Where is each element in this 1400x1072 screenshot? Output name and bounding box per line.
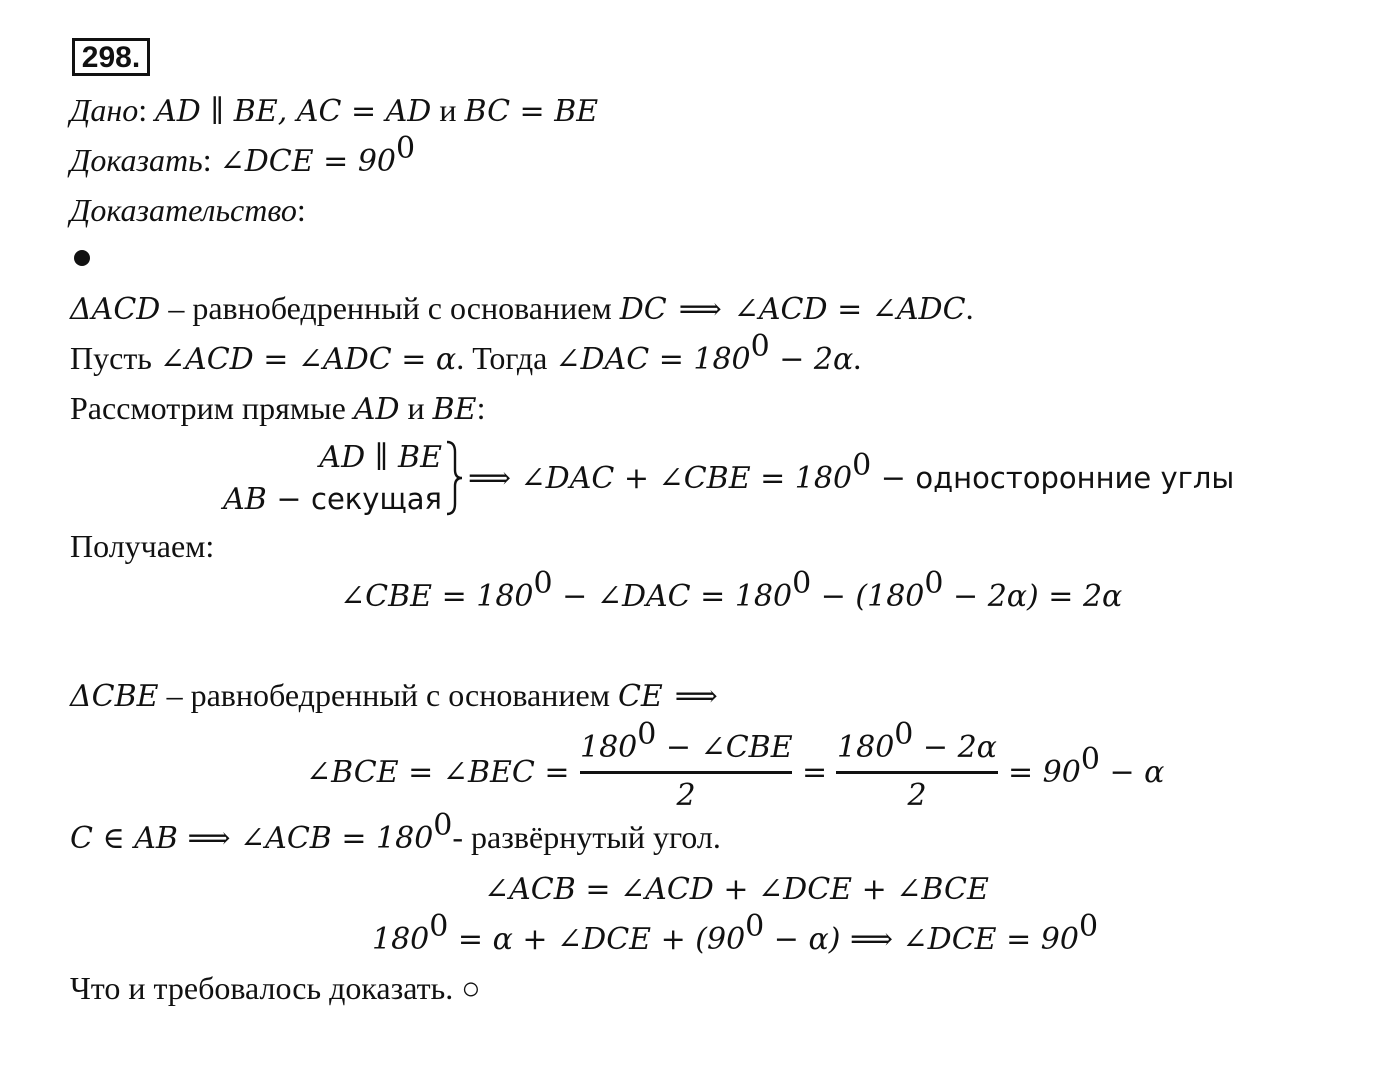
step-3-text: Рассмотрим прямые bbox=[70, 390, 354, 426]
step-5-line bbox=[70, 675, 722, 717]
eq-4-sup-1: 0 bbox=[429, 909, 449, 944]
fraction-1-num-sup: 0 bbox=[637, 717, 657, 752]
conclusion-line bbox=[70, 968, 481, 1008]
system-row-2 bbox=[223, 478, 442, 520]
step-3-line-2: BE bbox=[432, 392, 477, 427]
proof-heading bbox=[70, 190, 306, 230]
step-3-line bbox=[70, 388, 485, 430]
prove-label: Доказать bbox=[70, 142, 203, 178]
eq-2-lhs-expr: ∠BCE = ∠BEC = bbox=[306, 755, 570, 790]
eq-4-sup-2: 0 bbox=[745, 909, 765, 944]
step-2-line bbox=[70, 329, 862, 380]
equation-3 bbox=[484, 868, 989, 910]
system-result-sup: 0 bbox=[852, 448, 872, 483]
fraction-1-denominator: 2 bbox=[676, 778, 696, 813]
step-3-conj: и bbox=[399, 390, 433, 426]
eq-4-sup-3: 0 bbox=[1078, 909, 1099, 944]
given-conj: и bbox=[439, 92, 457, 128]
fraction-2-bar bbox=[836, 771, 998, 774]
eq-1-sup-3: 0 bbox=[924, 566, 944, 601]
system-result-dash: − bbox=[871, 461, 916, 496]
step-4-text: Получаем: bbox=[70, 528, 215, 564]
step-2-expr-3: − 2α bbox=[769, 342, 854, 377]
fraction-1-num-a: 180 bbox=[580, 730, 638, 765]
conclusion-text: Что и требовалось доказать. bbox=[70, 970, 454, 1006]
step-6-expr: C ∈ AB ⟹ ∠ACB = 180 bbox=[70, 821, 434, 856]
fraction-1-num-b: − ∠CBE bbox=[656, 730, 793, 765]
eq-2-rhs-sup: 0 bbox=[1080, 742, 1100, 777]
given-expr-2: BC = BE bbox=[464, 94, 599, 129]
fraction-2-num-sup: 0 bbox=[894, 717, 914, 752]
given-colon: : bbox=[138, 92, 148, 128]
fraction-2-num-a: 180 bbox=[837, 730, 895, 765]
prove-colon: : bbox=[202, 142, 212, 178]
given-label: Дано bbox=[70, 92, 139, 128]
step-5-arrow: ⟹ bbox=[674, 679, 718, 714]
eq-1-sup-2: 0 bbox=[792, 566, 812, 601]
eq-1-part-3: − (180 bbox=[811, 579, 925, 614]
eq-1-part-2: − ∠DAC = 180 bbox=[552, 579, 793, 614]
prove-sup: 0 bbox=[396, 131, 416, 166]
system-row-1-expr: AD ∥ BE bbox=[319, 440, 442, 475]
step-5-triangle: ΔCBE bbox=[70, 679, 159, 714]
eq-1-part-1: ∠CBE = 180 bbox=[340, 579, 534, 614]
system-row-1 bbox=[319, 436, 442, 478]
proof-label: Доказательство bbox=[70, 192, 297, 228]
eq-2-rhs-b: − α bbox=[1099, 755, 1165, 790]
system-result-expr: ⟹ ∠DAC + ∠CBE = 180 bbox=[468, 461, 853, 496]
eq-4-part-1: 180 bbox=[372, 922, 430, 957]
step-1-dot: . bbox=[965, 290, 974, 326]
step-3-line-1: AD bbox=[353, 392, 400, 427]
step-2-text-2: . Тогда bbox=[456, 340, 556, 376]
step-3-colon: : bbox=[476, 390, 486, 426]
system-row-2-expr: AB bbox=[223, 482, 267, 517]
eq-2-rhs-a: = 90 bbox=[1008, 755, 1081, 790]
step-1-text: – равнобедренный с основанием bbox=[160, 290, 620, 326]
fraction-2-denominator: 2 bbox=[907, 778, 927, 813]
step-6-line bbox=[70, 808, 721, 859]
eq-2-lhs bbox=[306, 751, 570, 793]
fraction-2-numerator bbox=[836, 717, 998, 768]
prove-expr: ∠DCE = 90 bbox=[219, 144, 397, 179]
eq-4-part-2: = α + ∠DCE + (90 bbox=[448, 922, 746, 957]
step-2-sup: 0 bbox=[750, 329, 770, 364]
equation-1 bbox=[340, 566, 1123, 617]
step-1-base: DC bbox=[619, 292, 667, 327]
step-1-arrow: ⟹ bbox=[678, 292, 722, 327]
step-1-line bbox=[70, 288, 974, 330]
equation-4 bbox=[372, 909, 1099, 960]
eq-1-sup-1: 0 bbox=[533, 566, 553, 601]
given-line bbox=[70, 90, 598, 132]
eq-2-equals-sign: = bbox=[802, 755, 828, 790]
step-2-text-1: Пусть bbox=[70, 340, 160, 376]
eq-1-part-4: − 2α) = 2α bbox=[943, 579, 1123, 614]
prove-line bbox=[70, 131, 416, 182]
fraction-1-numerator bbox=[580, 717, 793, 768]
system-row-2-text: секущая bbox=[311, 482, 442, 516]
step-5-text: – равнобедренный с основанием bbox=[158, 677, 618, 713]
step-4-line bbox=[70, 526, 214, 566]
step-2-expr-1: ∠ACD = ∠ADC = α bbox=[159, 342, 457, 377]
right-brace bbox=[444, 440, 464, 516]
step-6-sup: 0 bbox=[433, 808, 453, 843]
step-2-expr-2: ∠DAC = 180 bbox=[555, 342, 751, 377]
fraction-2-num-b: − 2α bbox=[913, 730, 997, 765]
fraction-1-bar bbox=[580, 771, 792, 774]
step-6-text: - развёрнутый угол. bbox=[452, 819, 721, 855]
system-result-text: односторонние углы bbox=[915, 461, 1235, 495]
proof-colon: : bbox=[296, 192, 306, 228]
fraction-1 bbox=[580, 717, 793, 813]
eq-3-expr: ∠ACB = ∠ACD + ∠DCE + ∠BCE bbox=[484, 872, 989, 907]
problem-number: 298. bbox=[72, 38, 150, 76]
system-result bbox=[468, 448, 1235, 499]
system-row-2-dash: − bbox=[266, 482, 311, 517]
eq-2-equals bbox=[802, 751, 827, 793]
bullet-marker bbox=[74, 250, 90, 266]
given-expr-1: AD ∥ BE, AC = AD bbox=[155, 94, 432, 129]
fraction-2 bbox=[836, 717, 998, 813]
step-2-dot: . bbox=[853, 340, 862, 376]
eq-2-rhs bbox=[1008, 742, 1165, 793]
step-1-conclusion: ∠ACD = ∠ADC bbox=[733, 292, 966, 327]
qed-circle: ○ bbox=[453, 970, 481, 1006]
step-5-base: CE bbox=[617, 679, 663, 714]
step-1-triangle: ΔACD bbox=[70, 292, 161, 327]
eq-4-part-3: − α) ⟹ ∠DCE = 90 bbox=[764, 922, 1079, 957]
